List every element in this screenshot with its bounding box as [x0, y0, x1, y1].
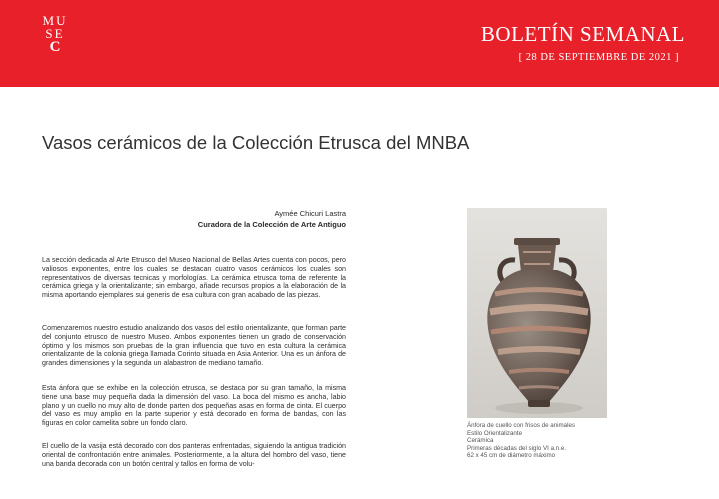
amphora-photo: [467, 208, 607, 418]
bulletin-date: [ 28 DE SEPTIEMBRE DE 2021 ]: [518, 52, 679, 63]
body-paragraph-2: Comenzaremos nuestro estudio analizando dos vasos del estilo orientalizante, que forman parte del conjunto etrusco de nuestro Museo. Ambos exponentes tienen un grado de conservación óptimo y los mismos son pruebas de la gran influencia que tuvo en esta cultura la cerámica orientalizante de la colonia griega llamada Corinto situada en Asia Anterior. Una es un ánfora de grandes dimensiones y la segunda un alabastron de mediano tamaño.: [42, 324, 346, 368]
logo-line-1: MU: [42, 13, 68, 28]
caption-line: Ánfora de cuello con frisos de animales: [467, 422, 575, 429]
body-paragraph-3: Esta ánfora que se exhibe en la colección etrusca, se destaca por su gran tamaño, la misma tiene una base muy pequeña dada la dimensión del vaso. La boca del mismo es ancha, labio plano y un cuello no muy alto de donde parten dos pequeñas asas en forma de cinta. El cuerpo del vaso es muy amplio en la parte superior y está decorado en forma de bandas, con las figuras en color camelita sobre un fondo claro.: [42, 384, 346, 428]
body-paragraph-1: La sección dedicada al Arte Etrusco del Museo Nacional de Bellas Artes cuenta con pocos, pero valiosos exponentes, entre los cuales se destacan cuatro vasos cerámicos los cuales son representativos de diversas tecnicas y morfologías. La cerámica etrusca toma de referente la cerámica griega y la orientalizante; sin embargo, añade recursos propios a la elaboración de la misma aportando ejemplares sui generis de esa cultura con gran acabado de las piezas.: [42, 256, 346, 300]
author-role: Curadora de la Colección de Arte Antiguo: [197, 220, 346, 229]
bulletin-header: [0, 0, 719, 87]
museum-logo[interactable]: [38, 14, 72, 72]
article-title: Vasos cerámicos de la Colección Etrusca del MNBA: [42, 132, 470, 153]
logo-line-3: C: [49, 39, 61, 55]
amphora-illustration: [467, 208, 607, 418]
body-paragraph-4: El cuello de la vasija está decorado con dos panteras enfrentadas, siguiendo la antigua tradición oriental de confrontación entre animales. Posteriormente, a la altura del hombro del vaso, tiene una banda decorada con un botón central y tallos en forma de volu-: [42, 442, 346, 468]
caption-line: Primeras décadas del siglo VI a.n.e.: [467, 444, 567, 452]
caption-line: 62 x 45 cm de diámetro máximo: [467, 452, 556, 460]
caption-line: Cerámica: [467, 437, 494, 445]
logo-line-2: SE: [45, 26, 65, 41]
caption-line: Estilo Orientalizante: [467, 429, 523, 437]
bulletin-title: BOLETÍN SEMANAL: [480, 22, 685, 46]
image-caption: [467, 422, 637, 460]
author-name: Aymée Chicuri Lastra: [274, 209, 346, 218]
